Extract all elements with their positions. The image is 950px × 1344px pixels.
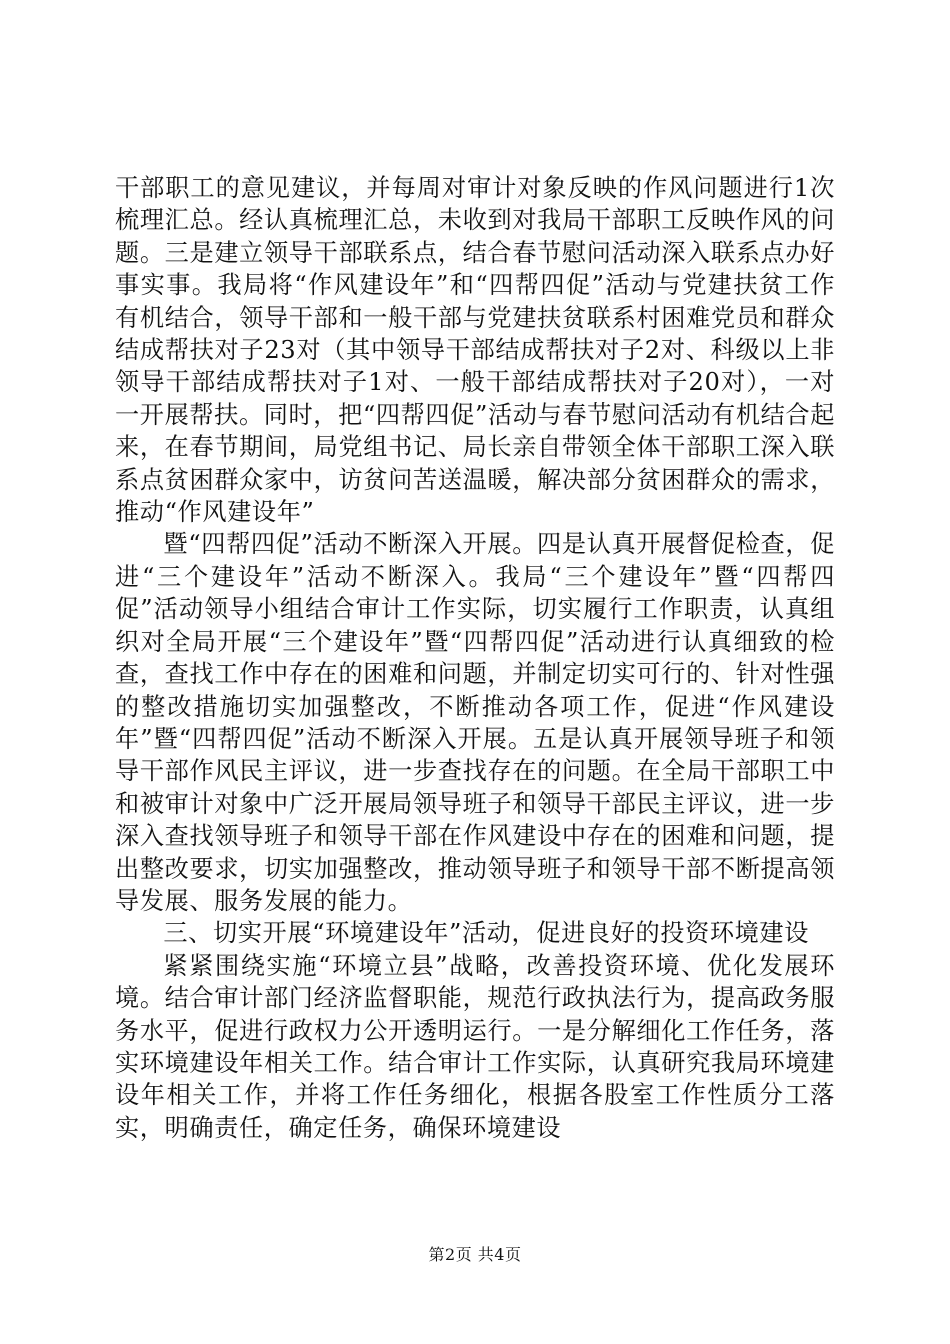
document-body [115,172,835,1144]
paragraph-3: 紧紧围绕实施“环境立县”战略，改善投资环境、优化发展环境。结合审计部门经济监督职能，规范行政执法行为，提高政务服务水平，促进行政权力公开透明运行。一是分解细化工作任务，落实环境建设年相关工作。结合审计工作实际，认真研究我局环境建设年相关工作，并将工作任务细化，根据各股室工作性质分工落实，明确责任，确定任务，确保环境建设 [115,951,835,1142]
paragraph-1: 干部职工的意见建议，并每周对审计对象反映的作风问题进行1次梳理汇总。经认真梳理汇总，未收到对我局干部职工反映作风的问题。三是建立领导干部联系点，结合春节慰问活动深入联系点办好事实事。我局将“作风建设年”和“四帮四促”活动与党建扶贫工作有机结合，领导干部和一般干部与党建扶贫联系村困难党员和群众结成帮扶对子23对（其中领导干部结成帮扶对子2对、科级以上非领导干部结成帮扶对子1对、一般干部结成帮扶对子20对），一对一开展帮扶。同时，把“四帮四促”活动与春节慰问活动有机结合起来，在春节期间，局党组书记、局长亲自带领全体干部职工深入联系点贫困群众家中，访贫问苦送温暖，解决部分贫困群众的需求，推动“作风建设年” [115,174,835,527]
page-number-footer: 第2页 共4页 [428,1245,522,1264]
paragraph-2: 暨“四帮四促”活动不断深入开展。四是认真开展督促检查，促进“三个建设年”活动不断深入。我局“三个建设年”暨“四帮四促”活动领导小组结合审计工作实际，切实履行工作职责，认真组织对全局开展“三个建设年”暨“四帮四促”活动进行认真细致的检查，查找工作中存在的困难和问题，并制定切实可行的、针对性强的整改措施切实加强整改，不断推动各项工作，促进“作风建设年”暨“四帮四促”活动不断深入开展。五是认真开展领导班子和领导干部作风民主评议，进一步查找存在的问题。在全局干部职工中和被审计对象中广泛开展局领导班子和领导干部民主评议，进一步深入查找领导班子和领导干部在作风建设中存在的困难和问题，提出整改要求，切实加强整改，推动领导班子和领导干部不断提高领导发展、服务发展的能力。 [115,530,835,915]
section-heading: 三、切实开展“环境建设年”活动，促进良好的投资环境建设 [163,919,810,948]
